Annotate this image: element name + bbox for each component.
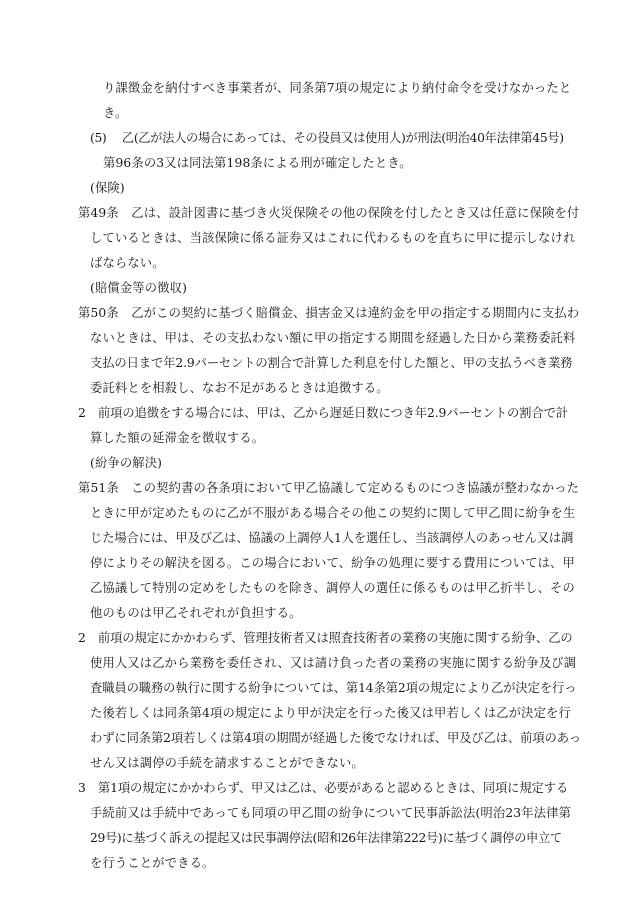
section-heading: (保険) bbox=[90, 181, 125, 195]
text-line: を行うことができる。 bbox=[90, 856, 215, 870]
text-line: 第96条の3又は同法第198条による刑が確定したとき。 bbox=[103, 156, 412, 170]
text-line: き。 bbox=[103, 106, 128, 120]
text-line: 支払の日まで年2.9パーセントの割合で計算した利息を付した額と、甲の支払うべき業務 bbox=[90, 356, 573, 370]
text-line: じた場合には、甲及び乙は、協議の上調停人1人を選任し、当該調停人のあっせん又は調 bbox=[90, 531, 574, 545]
text-line: 算した額の延滞金を徴収する。 bbox=[90, 431, 265, 445]
list-item-5: (5) 乙(乙が法人の場合にあっては、その役員又は使用人)が刑法(明治40年法律第45号) bbox=[90, 131, 564, 145]
text-line: しているときは、当該保険に係る証券又はこれに代わるものを直ちに甲に提示しなけれ bbox=[90, 231, 576, 245]
text-line: わずに同条第2項若しくは第4項の期間が経過した後でなければ、甲及び乙は、前項のあっ bbox=[90, 731, 582, 745]
text-line: 29号)に基づく訴えの提起又は民事調停法(昭和26年法律第222号)に基づく調停の申立て bbox=[90, 831, 562, 845]
text-line: た後若しくは同条第4項の規定により甲が決定を行った後又は甲若しくは乙が決定を行 bbox=[90, 706, 571, 720]
paragraph-2: 2 前項の追徴をする場合には、甲は、乙から遅延日数につき年2.9パーセントの割合で計 bbox=[78, 406, 568, 420]
section-heading: (賠償金等の徴収) bbox=[90, 281, 188, 295]
text-line: 査職員の職務の執行に関する紛争については、第14条第2項の規定により乙が決定を行っ bbox=[90, 681, 577, 695]
text-line: 手続前又は手続中であっても同項の甲乙間の紛争について民事訴訟法(明治23年法律第 bbox=[90, 806, 572, 820]
text-line: 乙協議して特別の定めをしたものを除き、調停人の選任に係るものは甲乙折半し、その bbox=[90, 581, 575, 595]
article-49: 第49条 乙は、設計図書に基づき火災保険その他の保険を付したとき又は任意に保険を付 bbox=[78, 206, 580, 220]
article-50: 第50条 乙がこの契約に基づく賠償金、損害金又は違約金を甲の指定する期間内に支払わ bbox=[78, 306, 580, 320]
text-line: ないときは、甲は、その支払わない額に甲の指定する期間を経過した日から業務委託料 bbox=[90, 331, 576, 345]
section-heading: (紛争の解決) bbox=[90, 456, 163, 470]
text-line: ときに甲が定めたものに乙が不服がある場合その他この契約に関して甲乙間に紛争を生 bbox=[90, 506, 576, 520]
text-line: せん又は調停の手続を請求することができない。 bbox=[90, 756, 364, 770]
paragraph-3: 3 第1項の規定にかかわらず、甲又は乙は、必要があると認めるときは、同項に規定する bbox=[78, 781, 569, 795]
text-line: ばならない。 bbox=[90, 256, 165, 270]
article-51: 第51条 この契約書の各条項において甲乙協議して定めるものにつき協議が整わなかった bbox=[78, 481, 580, 495]
text-line: 使用人又は乙から業務を委任され、又は請け負った者の業務の実施に関する紛争及び調 bbox=[90, 656, 577, 670]
text-line: 他のものは甲乙それぞれが負担する。 bbox=[90, 606, 302, 620]
text-line: り課徴金を納付すべき事業者が、同条第7項の規定により納付命令を受けなかったと bbox=[103, 81, 572, 95]
paragraph-2: 2 前項の規定にかかわらず、管理技術者又は照査技術者の業務の実施に関する紛争、乙の bbox=[78, 631, 573, 645]
text-line: 委託料とを相殺し、なお不足があるときは追徴する。 bbox=[90, 381, 389, 395]
text-line: 停によりその解決を図る。この場合において、紛争の処理に要する費用については、甲 bbox=[90, 556, 575, 570]
